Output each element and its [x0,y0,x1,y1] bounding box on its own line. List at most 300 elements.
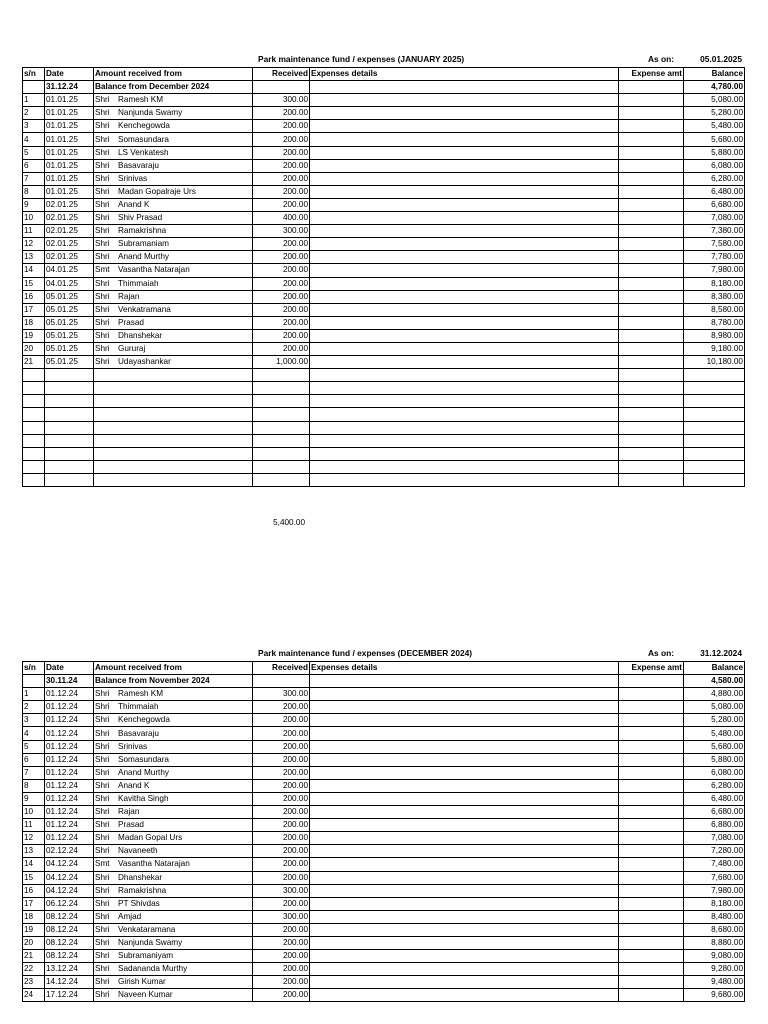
cell-from: Balance from November 2024 [94,675,253,688]
cell-received: 200.00 [253,238,310,251]
contributor-name: Kenchegowda [118,121,170,131]
cell-date: 05.01.25 [45,303,94,316]
cell-from [94,251,253,264]
as-on-date: 31.12.2024 [700,648,742,658]
cell-expenses [310,923,619,936]
cell-sn: 21 [23,356,45,369]
col-header-date: Date [45,68,94,81]
cell-expenses [310,290,619,303]
empty-cell [45,473,94,486]
contributor-name: Thimmaiah [118,702,159,712]
contributor-name: Nanjunda Swamy [118,938,183,948]
cell-received: 200.00 [253,251,310,264]
sheet-header [22,647,744,661]
title-prefix: Shri [95,780,110,790]
cell-date: 01.01.25 [45,159,94,172]
contributor-name: Amjad [118,911,142,921]
cell-date: 31.12.24 [45,81,94,94]
empty-cell [253,460,310,473]
title-prefix: Shri [95,820,110,830]
ledger-sheet-january [22,53,744,527]
contributor-name: Sadananda Murthy [118,964,188,974]
table-row [23,923,745,936]
cell-expense-amt [619,806,684,819]
table-row [23,133,745,146]
title-prefix: Shri [95,793,110,803]
cell-from [94,792,253,805]
cell-date: 04.01.25 [45,264,94,277]
empty-cell [619,395,684,408]
cell-received: 200.00 [253,701,310,714]
empty-cell [310,447,619,460]
cell-balance: 7,080.00 [684,212,745,225]
table-row [23,806,745,819]
cell-from [94,740,253,753]
cell-balance: 5,080.00 [684,94,745,107]
cell-sn: 3 [23,120,45,133]
title-prefix: Shri [95,911,110,921]
title-prefix: Shri [95,199,110,209]
cell-sn: 2 [23,701,45,714]
col-header-expense-amt: Expense amt [619,68,684,81]
cell-expenses [310,884,619,897]
table-row [23,871,745,884]
contributor-name: Ramakrishna [118,226,167,236]
cell-date: 01.12.24 [45,714,94,727]
cell-expense-amt [619,832,684,845]
cell-from [94,329,253,342]
contributor-name: PT Shivdas [118,898,160,908]
cell-expense-amt [619,185,684,198]
cell-from [94,989,253,1002]
cell-expense-amt [619,356,684,369]
title-prefix: Shri [95,702,110,712]
empty-cell [23,473,45,486]
empty-cell [45,408,94,421]
empty-row [23,447,745,460]
cell-date: 02.01.25 [45,198,94,211]
cell-from [94,923,253,936]
empty-cell [684,460,745,473]
cell-sn: 7 [23,766,45,779]
cell-from [94,688,253,701]
cell-expense-amt [619,792,684,805]
cell-sn: 23 [23,976,45,989]
cell-received: 200.00 [253,120,310,133]
cell-received: 200.00 [253,264,310,277]
cell-balance: 5,880.00 [684,146,745,159]
empty-cell [45,369,94,382]
contributor-name: Subramaniam [118,239,169,249]
contributor-name: Ramesh KM [118,95,164,105]
cell-date: 04.12.24 [45,884,94,897]
cell-expenses [310,701,619,714]
contributor-name: Somasundara [118,134,169,144]
cell-balance: 7,780.00 [684,251,745,264]
cell-expense-amt [619,858,684,871]
title-prefix: Shri [95,767,110,777]
cell-expenses [310,277,619,290]
cell-expenses [310,342,619,355]
empty-cell [253,434,310,447]
empty-cell [45,447,94,460]
cell-expense-amt [619,753,684,766]
cell-date: 01.01.25 [45,133,94,146]
table-row [23,989,745,1002]
empty-cell [253,473,310,486]
ledger-table [22,661,745,1002]
title-prefix: Shri [95,317,110,327]
contributor-name: Kenchegowda [118,715,170,725]
empty-cell [684,473,745,486]
cell-sn: 10 [23,806,45,819]
empty-cell [619,447,684,460]
sheet-header [22,53,744,67]
col-header-sn: s/n [23,68,45,81]
table-row [23,94,745,107]
cell-expense-amt [619,819,684,832]
empty-cell [619,408,684,421]
empty-cell [94,447,253,460]
cell-from [94,871,253,884]
empty-cell [619,434,684,447]
cell-balance: 6,080.00 [684,159,745,172]
empty-cell [684,369,745,382]
cell-balance: 5,880.00 [684,753,745,766]
contributor-name: Naveen Kumar [118,990,173,1000]
col-header-expense-amt: Expense amt [619,662,684,675]
table-row [23,779,745,792]
as-on-label: As on: [648,648,675,658]
cell-date: 01.01.25 [45,120,94,133]
cell-sn: 3 [23,714,45,727]
cell-expense-amt [619,923,684,936]
cell-received: 200.00 [253,766,310,779]
cell-expenses [310,950,619,963]
cell-sn: 12 [23,832,45,845]
contributor-name: Basavaraju [118,160,159,170]
empty-cell [310,369,619,382]
cell-balance: 6,880.00 [684,819,745,832]
col-header-balance: Balance [684,662,745,675]
cell-received: 200.00 [253,753,310,766]
title-prefix: Shri [95,951,110,961]
cell-expenses [310,316,619,329]
contributor-name: Anand K [118,199,150,209]
col-header-from: Amount received from [94,68,253,81]
cell-sn: 17 [23,897,45,910]
cell-date: 08.12.24 [45,950,94,963]
cell-received: 200.00 [253,290,310,303]
empty-cell [253,408,310,421]
cell-sn [23,81,45,94]
table-row [23,264,745,277]
table-row [23,897,745,910]
cell-date: 05.01.25 [45,342,94,355]
cell-sn: 15 [23,277,45,290]
cell-expenses [310,81,619,94]
cell-sn: 17 [23,303,45,316]
empty-cell [310,473,619,486]
empty-cell [619,473,684,486]
title-prefix: Shri [95,160,110,170]
cell-expenses [310,185,619,198]
cell-date: 08.12.24 [45,910,94,923]
cell-balance: 8,180.00 [684,277,745,290]
contributor-name: Ramakrishna [118,885,167,895]
empty-cell [253,395,310,408]
cell-expense-amt [619,198,684,211]
empty-cell [619,460,684,473]
cell-sn: 9 [23,198,45,211]
cell-expense-amt [619,910,684,923]
empty-cell [94,421,253,434]
title-prefix: Shri [95,357,110,367]
cell-date: 01.12.24 [45,779,94,792]
cell-received: 200.00 [253,897,310,910]
cell-received: 200.00 [253,303,310,316]
cell-received: 200.00 [253,989,310,1002]
cell-received: 200.00 [253,159,310,172]
title-prefix: Smt [95,859,110,869]
empty-cell [45,434,94,447]
cell-sn: 20 [23,342,45,355]
empty-cell [94,395,253,408]
cell-expense-amt [619,146,684,159]
cell-received: 200.00 [253,858,310,871]
cell-from [94,766,253,779]
contributor-name: Prasad [118,317,144,327]
cell-expenses [310,936,619,949]
cell-sn: 13 [23,251,45,264]
table-row [23,277,745,290]
cell-received: 1,000.00 [253,356,310,369]
cell-expenses [310,792,619,805]
cell-expenses [310,897,619,910]
table-row [23,185,745,198]
cell-date: 02.01.25 [45,212,94,225]
empty-row [23,369,745,382]
cell-received: 200.00 [253,923,310,936]
title-prefix: Shri [95,108,110,118]
cell-received: 200.00 [253,976,310,989]
contributor-name: Somasundara [118,754,169,764]
cell-expenses [310,225,619,238]
cell-balance: 5,680.00 [684,740,745,753]
cell-date: 04.12.24 [45,858,94,871]
contributor-name: Dhanshekar [118,330,163,340]
contributor-name: Madan Gopal Urs [118,833,183,843]
cell-expenses [310,264,619,277]
empty-cell [45,460,94,473]
cell-expenses [310,963,619,976]
table-row [23,910,745,923]
empty-row [23,408,745,421]
table-row [23,146,745,159]
cell-expense-amt [619,740,684,753]
empty-cell [23,395,45,408]
cell-from [94,858,253,871]
empty-cell [23,369,45,382]
title-prefix: Shri [95,924,110,934]
contributor-name: Thimmaiah [118,278,159,288]
empty-row [23,395,745,408]
cell-expense-amt [619,976,684,989]
cell-from [94,714,253,727]
cell-expense-amt [619,303,684,316]
cell-date: 06.12.24 [45,897,94,910]
cell-date: 08.12.24 [45,936,94,949]
cell-sn: 24 [23,989,45,1002]
empty-cell [253,369,310,382]
cell-balance: 6,480.00 [684,185,745,198]
table-row [23,356,745,369]
table-row [23,238,745,251]
col-header-expenses: Expenses details [310,68,619,81]
col-header-from: Amount received from [94,662,253,675]
cell-from [94,225,253,238]
cell-date: 04.01.25 [45,277,94,290]
cell-expense-amt [619,845,684,858]
cell-date: 01.12.24 [45,701,94,714]
cell-expense-amt [619,727,684,740]
cell-date: 01.12.24 [45,740,94,753]
cell-from [94,185,253,198]
cell-from [94,884,253,897]
title-prefix: Shri [95,833,110,843]
cell-from [94,936,253,949]
contributor-name: Prasad [118,820,144,830]
cell-balance: 7,380.00 [684,225,745,238]
cell-expense-amt [619,936,684,949]
cell-date: 01.12.24 [45,727,94,740]
opening-balance-row [23,675,745,688]
empty-cell [310,434,619,447]
cell-expense-amt [619,701,684,714]
cell-from [94,950,253,963]
cell-from [94,212,253,225]
empty-row [23,421,745,434]
empty-cell [684,447,745,460]
cell-date: 17.12.24 [45,989,94,1002]
cell-balance: 5,480.00 [684,727,745,740]
cell-date: 05.01.25 [45,290,94,303]
empty-row [23,434,745,447]
cell-balance: 7,580.00 [684,238,745,251]
contributor-name: Anand Murthy [118,767,169,777]
table-row [23,858,745,871]
cell-received [253,675,310,688]
table-row [23,329,745,342]
table-row [23,701,745,714]
cell-received: 200.00 [253,198,310,211]
cell-expenses [310,356,619,369]
title-prefix: Shri [95,689,110,699]
contributor-name: Anand Murthy [118,252,169,262]
cell-balance: 8,880.00 [684,936,745,949]
cell-balance: 5,280.00 [684,714,745,727]
cell-from [94,316,253,329]
contributor-name: Rajan [118,291,140,301]
cell-date: 01.12.24 [45,819,94,832]
cell-expense-amt [619,871,684,884]
cell-sn: 4 [23,133,45,146]
contributor-name: Dhanshekar [118,872,163,882]
table-row [23,950,745,963]
cell-expense-amt [619,688,684,701]
cell-from [94,277,253,290]
contributor-name: Srinivas [118,173,148,183]
cell-expenses [310,976,619,989]
cell-sn: 6 [23,753,45,766]
cell-date: 05.01.25 [45,329,94,342]
empty-cell [684,421,745,434]
cell-expense-amt [619,120,684,133]
empty-cell [253,421,310,434]
cell-expense-amt [619,94,684,107]
cell-from [94,290,253,303]
title-prefix: Shri [95,344,110,354]
cell-received: 200.00 [253,832,310,845]
cell-sn: 14 [23,858,45,871]
empty-cell [94,408,253,421]
cell-date: 02.01.25 [45,225,94,238]
cell-expense-amt [619,329,684,342]
empty-cell [619,369,684,382]
opening-balance-row [23,81,745,94]
contributor-name: Anand K [118,780,150,790]
empty-cell [23,434,45,447]
cell-balance: 10,180.00 [684,356,745,369]
cell-date: 01.12.24 [45,766,94,779]
table-row [23,172,745,185]
empty-cell [310,395,619,408]
cell-balance: 6,280.00 [684,779,745,792]
cell-from [94,146,253,159]
title-prefix: Shri [95,278,110,288]
cell-received: 200.00 [253,133,310,146]
cell-expense-amt [619,81,684,94]
title-prefix: Shri [95,715,110,725]
cell-expenses [310,329,619,342]
contributor-name: Navaneeth [118,846,158,856]
empty-cell [45,382,94,395]
cell-expense-amt [619,251,684,264]
cell-balance: 4,580.00 [684,675,745,688]
empty-cell [684,395,745,408]
cell-expenses [310,845,619,858]
cell-received: 200.00 [253,172,310,185]
cell-from [94,910,253,923]
title-prefix: Shri [95,938,110,948]
cell-balance: 9,280.00 [684,963,745,976]
contributor-name: Shiv Prasad [118,213,163,223]
cell-expense-amt [619,342,684,355]
cell-expense-amt [619,264,684,277]
table-row [23,740,745,753]
contributor-name: Girish Kumar [118,977,166,987]
cell-date: 01.01.25 [45,94,94,107]
title-prefix: Shri [95,213,110,223]
as-on-date: 05.01.2025 [700,54,742,64]
table-row [23,936,745,949]
cell-from [94,701,253,714]
cell-expenses [310,714,619,727]
empty-cell [619,382,684,395]
cell-date: 08.12.24 [45,923,94,936]
cell-from [94,963,253,976]
cell-from [94,976,253,989]
